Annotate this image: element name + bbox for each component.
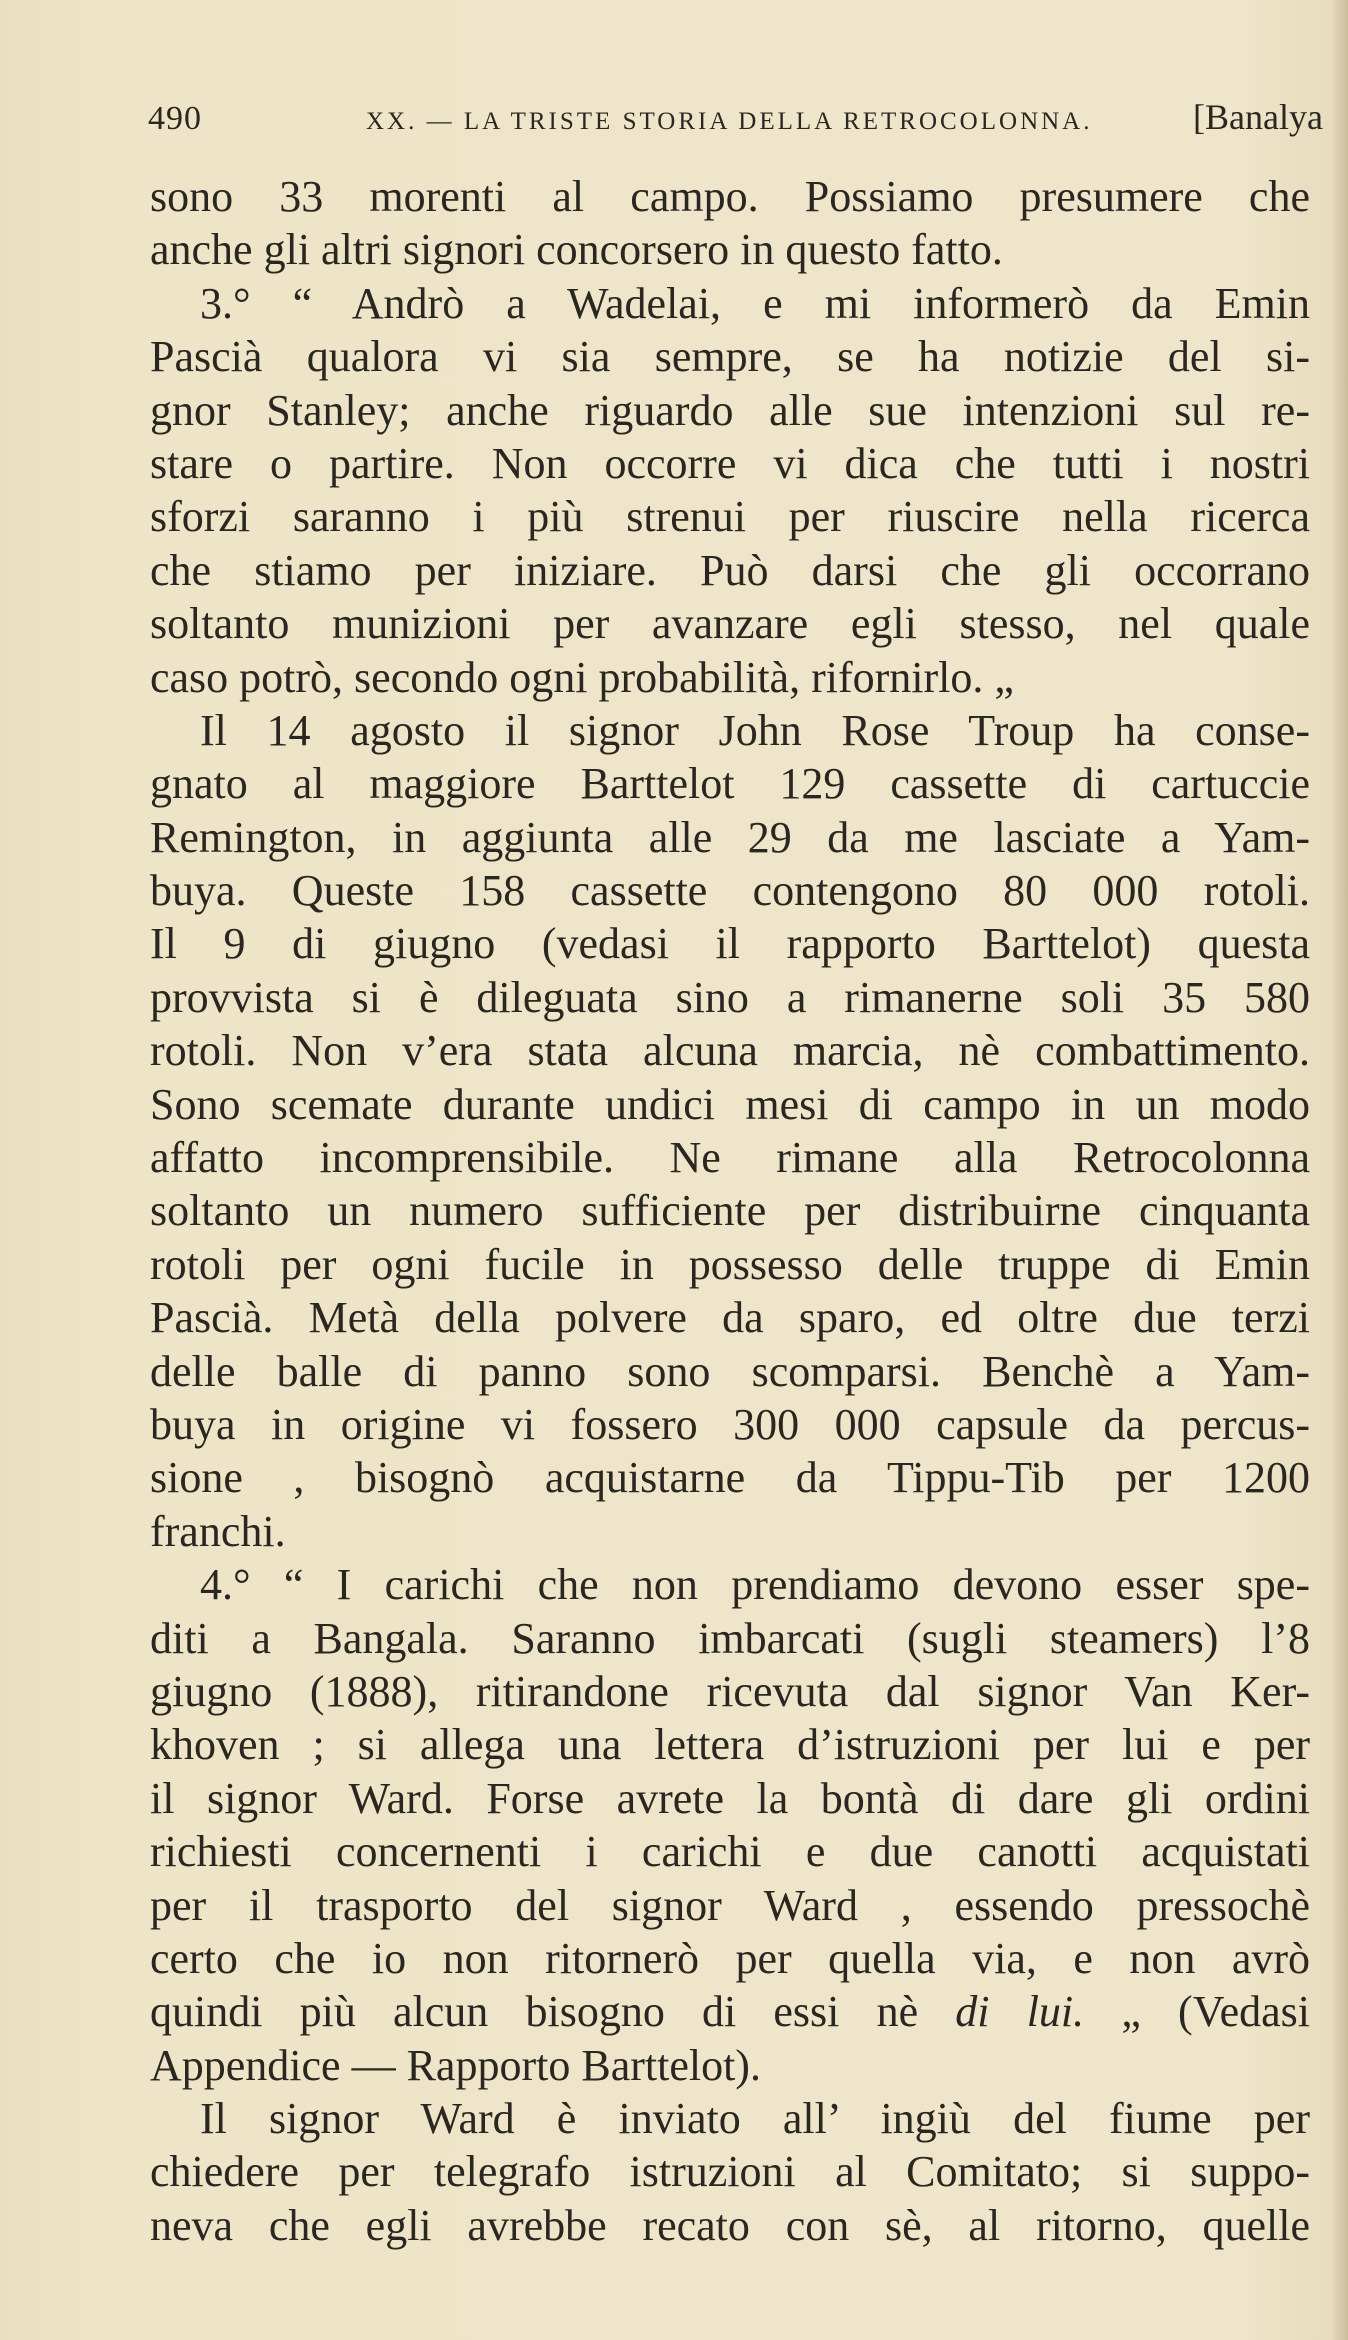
- text-line: sforzi saranno i più strenui per riuscire nella ricerca: [150, 492, 1310, 542]
- text-line: buya. Queste 158 cassette contengono 80 000 rotoli.: [150, 866, 1310, 916]
- text-line: Il signor Ward è inviato all’ ingiù del fiume per: [200, 2094, 1310, 2144]
- page-number: 490: [148, 100, 202, 137]
- italic-text: di lui.: [955, 1987, 1085, 2037]
- text-line: che stiamo per iniziare. Può darsi che gli occorrano: [150, 545, 1310, 595]
- text-line: anche gli altri signori concorsero in questo fatto.: [150, 225, 1003, 275]
- text-line: per il trasporto del signor Ward , essendo pressochè: [150, 1880, 1310, 1930]
- page-header: [148, 92, 1338, 152]
- text-line: neva che egli avrebbe recato con sè, al ritorno, quelle: [150, 2200, 1310, 2250]
- text-line: 4.° “ I carichi che non prendiamo devono esser spe-: [200, 1560, 1310, 1610]
- body-text: [150, 170, 1310, 2252]
- text-line: diti a Bangala. Saranno imbarcati (sugli steamers) l’8: [150, 1613, 1310, 1663]
- text-line: Appendice — Rapporto Barttelot).: [150, 2040, 761, 2090]
- text-segment: „ (Vedasi: [1121, 1987, 1311, 2037]
- text-line: Pascià qualora vi sia sempre, se ha notizie del si-: [150, 332, 1310, 382]
- text-line: chiedere per telegrafo istruzioni al Comitato; si suppo-: [150, 2147, 1310, 2197]
- page-edge-shadow: [1330, 0, 1348, 2340]
- margin-note: [Banalya: [1193, 97, 1323, 137]
- text-line: buya in origine vi fossero 300 000 capsule da percus-: [150, 1399, 1310, 1449]
- text-line: Pascià. Metà della polvere da sparo, ed oltre due terzi: [150, 1293, 1310, 1343]
- text-line: franchi.: [150, 1506, 286, 1556]
- text-line: gnato al maggiore Barttelot 129 cassette di cartuccie: [150, 759, 1310, 809]
- text-line: khoven ; si allega una lettera d’istruzioni per lui e per: [150, 1720, 1310, 1770]
- text-line: affatto incomprensibile. Ne rimane alla Retrocolonna: [150, 1133, 1310, 1183]
- text-line: il signor Ward. Forse avrete la bontà di dare gli ordini: [150, 1773, 1310, 1823]
- text-line: Il 14 agosto il signor John Rose Troup ha conse-: [200, 705, 1310, 755]
- text-line: Remington, in aggiunta alle 29 da me lasciate a Yam-: [150, 812, 1310, 862]
- text-line: sono 33 morenti al campo. Possiamo presumere che: [150, 172, 1310, 221]
- text-line: giugno (1888), ritirandone ricevuta dal signor Van Ker-: [150, 1666, 1310, 1716]
- text-line: sione , bisognò acquistarne da Tippu-Tib per 1200: [150, 1453, 1310, 1503]
- text-segment: quindi più alcun bisogno di essi nè: [150, 1987, 919, 2037]
- text-line: caso potrò, secondo ogni probabilità, rifornirlo. „: [150, 652, 1014, 702]
- text-line: richiesti concernenti i carichi e due canotti acquistati: [150, 1827, 1310, 1877]
- text-line: rotoli. Non v’era stata alcuna marcia, nè combattimento.: [150, 1026, 1310, 1076]
- text-line: provvista si è dileguata sino a rimanerne soli 35 580: [150, 972, 1310, 1022]
- text-line: delle balle di panno sono scomparsi. Benchè a Yam-: [150, 1346, 1310, 1396]
- text-line: gnor Stanley; anche riguardo alle sue intenzioni sul re-: [150, 385, 1310, 435]
- text-line-mixed: [150, 1985, 1310, 2038]
- text-line: soltanto munizioni per avanzare egli stesso, nel quale: [150, 599, 1310, 649]
- text-line: stare o partire. Non occorre vi dica che tutti i nostri: [150, 438, 1310, 488]
- text-line: soltanto un numero sufficiente per distribuirne cinquanta: [150, 1186, 1310, 1236]
- text-line: Sono scemate durante undici mesi di campo in un modo: [150, 1079, 1310, 1129]
- text-line: rotoli per ogni fucile in possesso delle truppe di Emin: [150, 1239, 1310, 1289]
- text-line: certo che io non ritornerò per quella via, e non avrò: [150, 1933, 1310, 1983]
- text-line: Il 9 di giugno (vedasi il rapporto Barttelot) questa: [150, 919, 1310, 969]
- running-title: XX. — LA TRISTE STORIA DELLA RETROCOLONNA.: [366, 108, 1093, 135]
- text-line: 3.° “ Andrò a Wadelai, e mi informerò da Emin: [200, 278, 1310, 328]
